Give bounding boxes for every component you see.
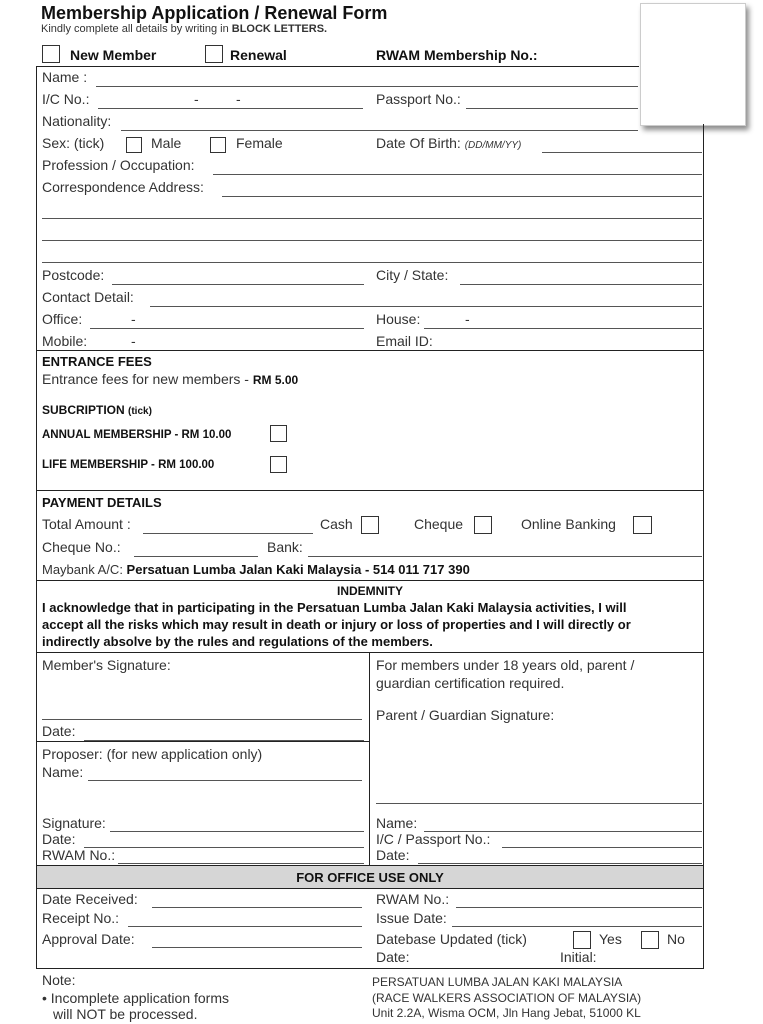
subscription-heading [42,402,152,420]
issue-date-field[interactable] [452,926,702,927]
entrance-fees-text [42,371,298,389]
guardian-name-label: Name: [376,815,418,831]
proposer-date-field[interactable] [84,847,364,848]
address-label: Correspondence Address: [42,179,204,195]
sex-label: Sex: (tick) [42,135,105,151]
nationality-label: Nationality: [42,113,112,129]
database-updated-label: Datebase Updated (tick) [376,931,527,947]
female-checkbox[interactable] [210,137,226,153]
approval-date-label: Approval Date: [42,931,135,947]
house-phone-field[interactable] [424,328,702,329]
name-field[interactable] [96,86,638,87]
org-address: Unit 2.2A, Wisma OCM, Jln Hang Jebat, 51000 KL [372,1006,641,1020]
maybank-account [42,561,470,578]
member-date-label: Date: [42,723,76,739]
issue-date-label: Issue Date: [376,910,447,926]
cash-label: Cash [320,516,353,532]
office-initial-label: Initial: [560,949,597,965]
cheque-checkbox[interactable] [474,516,492,534]
address-field-3[interactable] [42,240,702,241]
frame-bottom [36,968,704,969]
bank-field[interactable] [308,556,702,557]
subtitle-bold: BLOCK LETTERS. [231,23,328,35]
online-banking-checkbox[interactable] [633,516,652,534]
renewal-checkbox[interactable] [205,45,223,63]
total-amount-label: Total Amount : [42,516,131,532]
passport-label: Passport No.: [376,91,461,107]
divider-payment [36,490,704,491]
house-phone-label: House: [376,311,421,327]
database-no-checkbox[interactable] [641,931,659,949]
under-18-note-1: For members under 18 years old, parent / [376,657,635,673]
mobile-dash: - [131,333,136,349]
dob-label [376,135,521,154]
proposer-name-label: Name: [42,764,84,780]
contact-detail-label: Contact Detail: [42,289,134,305]
name-label: Name : [42,69,88,85]
frame-left [36,66,37,968]
dob-text: Date Of Birth: [376,135,461,151]
indemnity-heading: INDEMNITY [337,584,403,598]
org-english-name: (RACE WALKERS ASSOCIATION OF MALAYSIA) [372,991,642,1005]
proposer-signature-field[interactable] [110,831,364,832]
life-membership-label: LIFE MEMBERSHIP - RM 100.00 [42,459,215,471]
divider-proposer [36,741,370,742]
date-received-label: Date Received: [42,891,138,907]
office-phone-field[interactable] [90,328,364,329]
entrance-fees-amount: RM 5.00 [252,373,299,387]
female-label: Female [236,135,283,151]
total-amount-field[interactable] [143,533,313,534]
database-yes-label: Yes [599,931,622,947]
receipt-no-field[interactable] [128,926,362,927]
member-signature-label: Member's Signature: [42,657,171,673]
payment-details-heading: PAYMENT DETAILS [42,495,162,510]
proposer-name-field[interactable] [88,780,362,781]
entrance-fees-heading: ENTRANCE FEES [42,354,152,369]
dob-field[interactable] [542,152,702,153]
database-yes-checkbox[interactable] [573,931,591,949]
subtitle-text: Kindly complete all details by writing in [41,23,232,35]
maybank-details: Persatuan Lumba Jalan Kaki Malaysia - 514 011 717 390 [126,562,470,577]
address-field-2[interactable] [42,218,702,219]
contact-detail-field[interactable] [150,306,702,307]
house-dash: - [465,311,470,327]
signature-column-divider [369,652,370,865]
address-field-1[interactable] [222,196,702,197]
ic-dash-2: - [236,91,241,107]
frame-right-upper [703,124,704,968]
note-label: Note: [42,972,76,988]
cash-checkbox[interactable] [361,516,379,534]
cheque-no-field[interactable] [134,556,258,557]
date-received-field[interactable] [152,907,362,908]
city-state-label: City / State: [376,267,449,283]
proposer-date-label: Date: [42,831,76,847]
form-subtitle [41,23,327,35]
guardian-ic-field[interactable] [502,847,702,848]
database-no-label: No [667,931,685,947]
life-membership-checkbox[interactable] [270,456,287,473]
guardian-signature-field[interactable] [376,803,702,804]
guardian-date-label: Date: [376,847,410,863]
bank-label: Bank: [267,539,303,555]
ic-field[interactable] [98,108,363,109]
member-signature-field[interactable] [42,719,362,720]
ic-dash-1: - [194,91,199,107]
office-rwam-no-field[interactable] [456,907,702,908]
form-title: Membership Application / Renewal Form [41,3,388,23]
indemnity-line-3: indirectly absolve by the rules and regulations of the members. [42,634,433,649]
profession-field[interactable] [213,174,702,175]
office-use-heading: FOR OFFICE USE ONLY [296,870,444,885]
note-bullet-2: will NOT be processed. [53,1006,198,1022]
divider-signature [36,652,704,653]
mobile-label: Mobile: [42,333,88,349]
annual-membership-label: ANNUAL MEMBERSHIP - RM 10.00 [42,429,232,441]
email-label: Email ID: [376,333,433,349]
approval-date-field[interactable] [152,947,362,948]
note-bullet-1: • Incomplete application forms [42,990,229,1006]
renewal-label: Renewal [230,47,287,63]
office-rwam-no-label: RWAM No.: [376,891,450,907]
under-18-note-2: guardian certification required. [376,675,565,691]
nationality-field[interactable] [121,130,638,131]
rwam-membership-no-label: RWAM Membership No.: [376,47,538,63]
maybank-prefix: Maybank A/C: [42,562,127,577]
cheque-label: Cheque [414,516,464,532]
guardian-ic-label: I/C / Passport No.: [376,831,491,847]
city-state-field[interactable] [460,284,702,285]
org-name: PERSATUAN LUMBA JALAN KAKI MALAYSIA [372,975,623,989]
profession-label: Profession / Occupation: [42,157,195,173]
guardian-signature-label: Parent / Guardian Signature: [376,707,555,723]
office-phone-label: Office: [42,311,83,327]
divider-indemnity [36,580,704,581]
male-checkbox[interactable] [126,137,142,153]
proposer-rwam-no-field[interactable] [118,863,364,864]
frame-top [36,66,639,67]
photo-box [640,3,746,126]
indemnity-line-2: accept all the risks which may result in death or injury or loss of properties and I will directly or [42,617,631,632]
postcode-field[interactable] [112,284,364,285]
new-member-label: New Member [70,47,157,63]
proposer-rwam-no-label: RWAM No.: [42,847,116,863]
online-banking-label: Online Banking [521,516,616,532]
annual-membership-checkbox[interactable] [270,425,287,442]
passport-field[interactable] [466,108,638,109]
guardian-date-field[interactable] [418,863,702,864]
receipt-no-label: Receipt No.: [42,910,120,926]
ic-label: I/C No.: [42,91,90,107]
postcode-label: Postcode: [42,267,105,283]
new-member-checkbox[interactable] [42,45,60,63]
address-field-4[interactable] [42,262,702,263]
office-date-label: Date: [376,949,410,965]
male-label: Male [151,135,182,151]
office-dash: - [131,311,136,327]
subscription-title: SUBCRIPTION [42,403,125,417]
subscription-tick: (tick) [128,406,152,417]
proposer-signature-label: Signature: [42,815,106,831]
dob-format: (DD/MM/YY) [464,140,522,151]
cheque-no-label: Cheque No.: [42,539,121,555]
proposer-label: Proposer: (for new application only) [42,746,263,762]
indemnity-line-1: I acknowledge that in participating in the Persatuan Lumba Jalan Kaki Malaysia activities, I will [42,600,627,615]
divider-fees [36,350,704,351]
entrance-fees-desc: Entrance fees for new members - [42,371,253,387]
